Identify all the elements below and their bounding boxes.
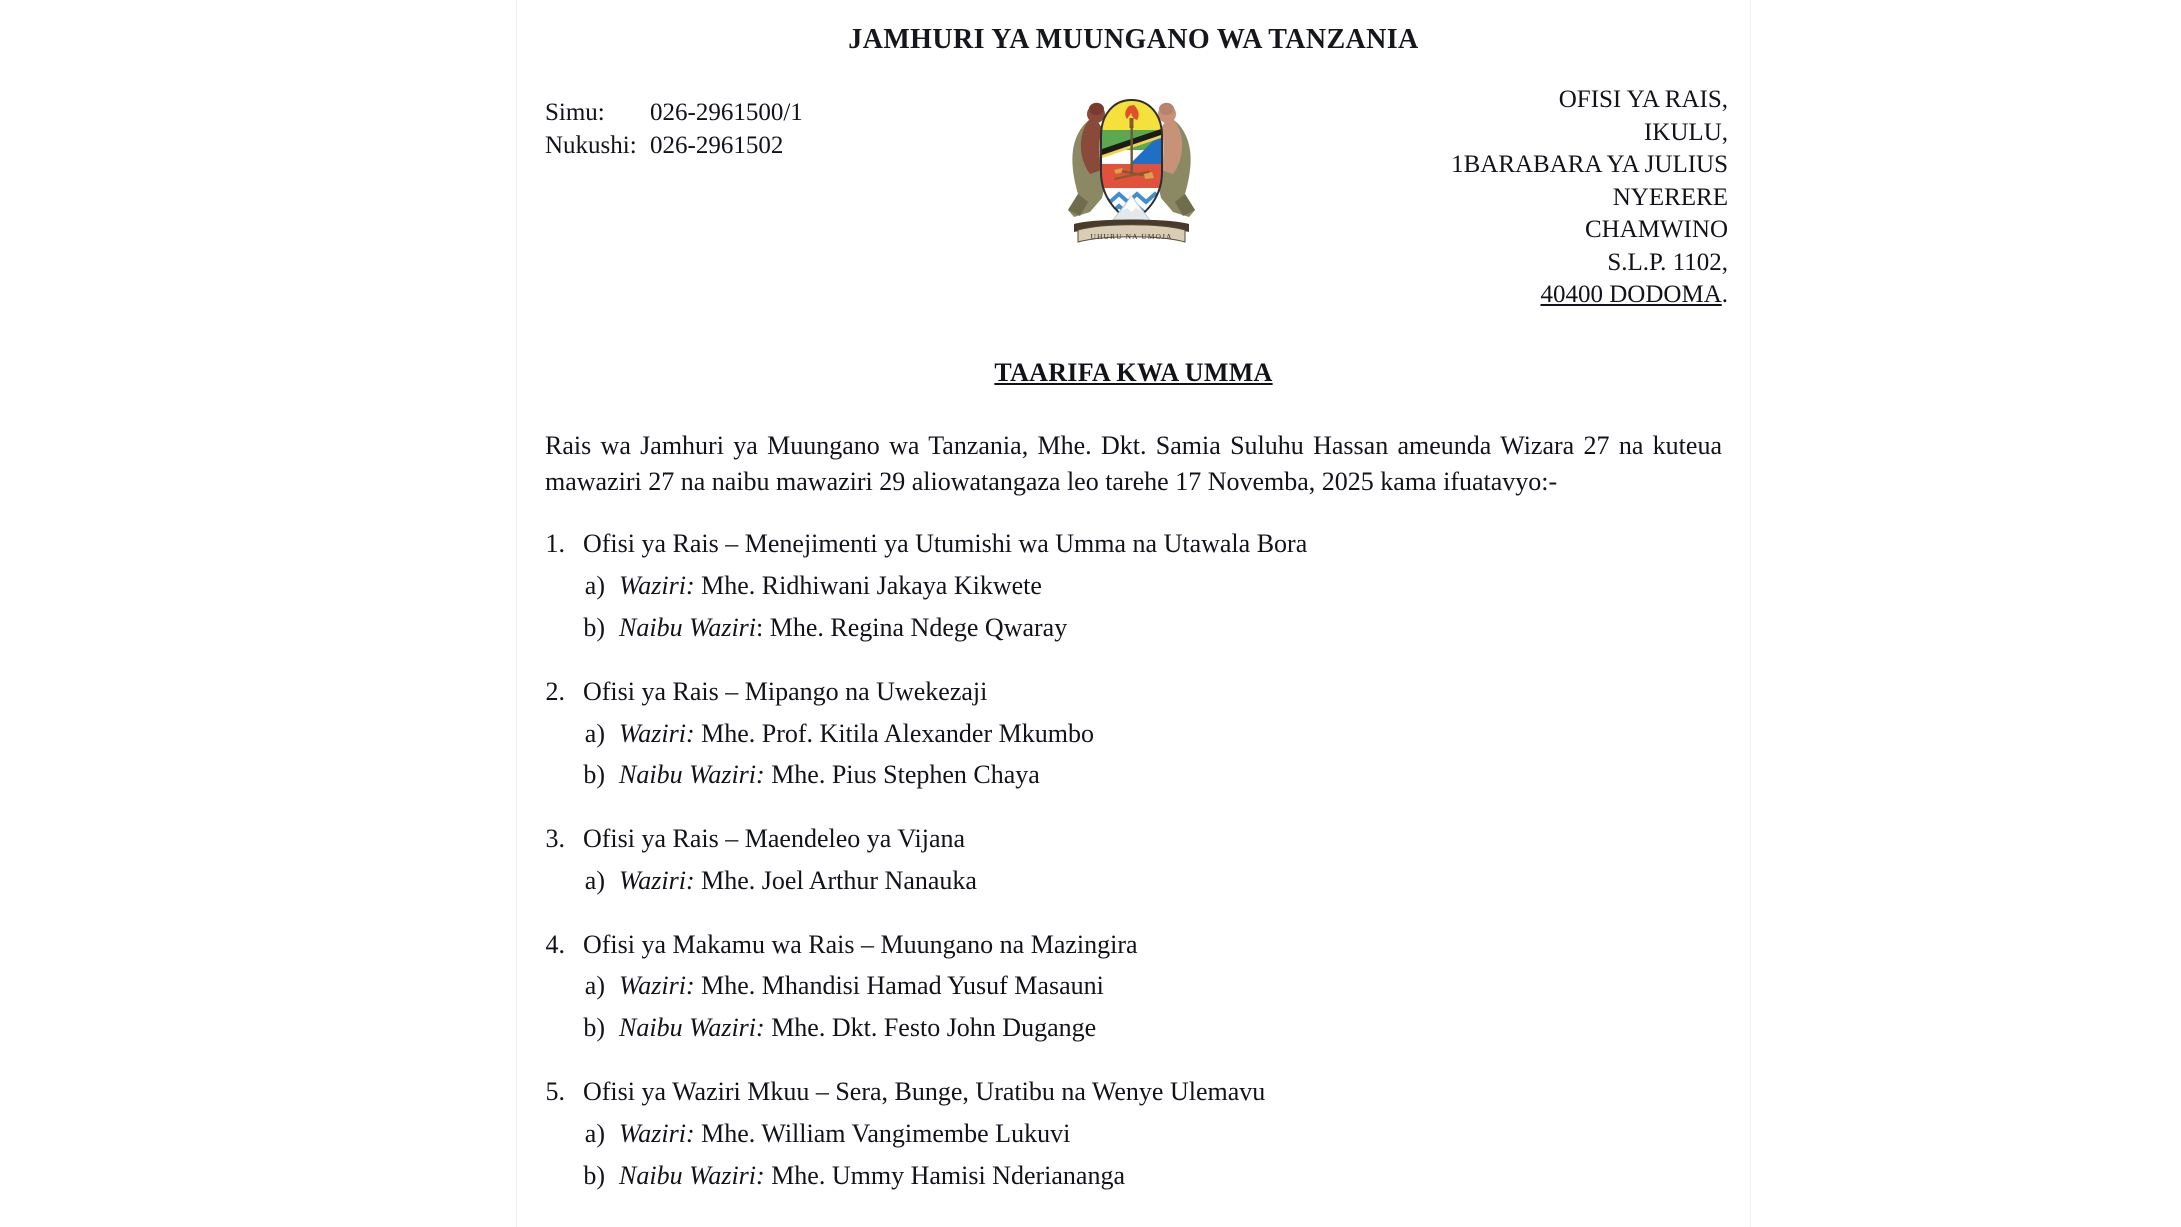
officer-entry: [517, 758, 1750, 792]
address-line-2: 1BARABARA YA JULIUS: [1451, 151, 1728, 178]
list-item: [517, 527, 1750, 644]
officer-name: Mhe. William Vangimembe Lukuvi: [694, 1118, 1071, 1148]
contact-row-nukushi: [545, 129, 845, 162]
officer-role: Waziri:: [619, 718, 695, 748]
address-block: [1428, 84, 1728, 312]
list-item: [517, 1075, 1750, 1192]
address-line-0: OFISI YA RAIS,: [1558, 86, 1728, 113]
officer-line: [619, 717, 1094, 751]
officer-entry: [517, 1117, 1750, 1151]
contact-value-simu: 026-2961500/1: [650, 99, 803, 126]
officer-line: [619, 864, 977, 898]
officer-name: Mhe. Ummy Hamisi Nderiananga: [764, 1160, 1125, 1190]
officer-role: Naibu Waziri: [619, 612, 757, 642]
address-line-3: NYERERE: [1612, 183, 1728, 211]
intro-paragraph: Rais wa Jamhuri ya Muungano wa Tanzania, Mhe. Dkt. Samia Suluhu Hassan ameunda Wizara 27 na kuteua mawaziri 27 na naibu mawaziri 29 aliowatangaza leo tarehe 17 Novemba, 2025 kama ifuatavyo:-: [545, 430, 1722, 497]
contact-block: [545, 84, 845, 162]
officer-name: Mhe. Mhandisi Hamad Yusuf Masauni: [694, 971, 1104, 1001]
officer-line: [619, 1159, 1125, 1193]
list-item: [517, 675, 1750, 792]
ministry-number: 5.: [545, 1077, 565, 1107]
list-item: [517, 822, 1750, 898]
officer-name: Mhe. Joel Arthur Nanauka: [694, 865, 977, 895]
ministry-number: 4.: [545, 929, 565, 959]
ministry-name: Ofisi ya Rais – Menejimenti ya Utumishi wa Umma na Utawala Bora: [583, 529, 1308, 559]
officer-marker: b): [583, 760, 605, 790]
officer-entry: [517, 569, 1750, 603]
ministry-list: [517, 527, 1750, 1192]
coat-of-arms-icon: [1032, 84, 1232, 249]
address-postcode-text: 40400 DODOMA: [1540, 281, 1722, 308]
officer-entry: [517, 864, 1750, 898]
officer-line: [619, 758, 1040, 792]
officer-name: Mhe. Prof. Kitila Alexander Mkumbo: [694, 718, 1094, 748]
officer-list: [517, 864, 1750, 898]
ministry-name: Ofisi ya Waziri Mkuu – Sera, Bunge, Uratibu na Wenye Ulemavu: [583, 1077, 1266, 1107]
document-page: [517, 0, 1750, 1227]
address-postcode-period: .: [1721, 281, 1728, 308]
officer-marker: b): [583, 1160, 605, 1190]
officer-role: Waziri:: [619, 865, 695, 895]
officer-entry: [517, 1011, 1750, 1045]
page-title: JAMHURI YA MUUNGANO WA TANZANIA: [848, 24, 1419, 55]
ministry-name: Ofisi ya Rais – Mipango na Uwekezaji: [583, 676, 988, 706]
officer-role: Naibu Waziri:: [619, 1013, 765, 1043]
ministry-number: 2.: [545, 676, 565, 706]
officer-name: Mhe. Pius Stephen Chaya: [764, 760, 1040, 790]
ministry-heading: [517, 675, 1750, 709]
officer-marker: a): [584, 571, 605, 601]
officer-role: Waziri:: [619, 1118, 695, 1148]
ministry-number: 3.: [545, 824, 565, 854]
officer-list: [517, 569, 1750, 645]
officer-marker: b): [583, 612, 605, 642]
ministry-number: 1.: [545, 529, 565, 559]
officer-line: [619, 611, 1067, 645]
contact-label-simu: Simu:: [545, 99, 605, 126]
ministry-heading: [517, 1075, 1750, 1109]
officer-list: [517, 717, 1750, 793]
ministry-heading: [517, 527, 1750, 561]
ministry-heading: [517, 822, 1750, 856]
contact-value-nukushi: 026-2961502: [650, 132, 784, 159]
letterhead: [517, 84, 1750, 312]
officer-role: Naibu Waziri:: [619, 760, 765, 790]
address-line-postcode: [1428, 279, 1728, 312]
ministry-name: Ofisi ya Makamu wa Rais – Muungano na Mazingira: [583, 929, 1138, 959]
officer-marker: a): [584, 971, 605, 1001]
svg-text:UHURU NA UMOJA: UHURU NA UMOJA: [1090, 232, 1173, 241]
officer-name: Mhe. Ridhiwani Jakaya Kikwete: [694, 571, 1042, 601]
officer-role: Naibu Waziri:: [619, 1160, 765, 1190]
officer-entry: [517, 611, 1750, 645]
officer-role: Waziri:: [619, 571, 695, 601]
officer-entry: [517, 1159, 1750, 1193]
officer-role: Waziri:: [619, 971, 695, 1001]
officer-list: [517, 969, 1750, 1045]
officer-marker: a): [584, 865, 605, 895]
officer-line: [619, 1117, 1070, 1151]
officer-entry: [517, 969, 1750, 1003]
page-edge-right: [1750, 0, 1751, 1227]
officer-line: [619, 1011, 1096, 1045]
officer-name: : Mhe. Regina Ndege Qwaray: [756, 612, 1068, 642]
ministry-heading: [517, 928, 1750, 962]
contact-row-simu: [545, 96, 845, 129]
officer-line: [619, 969, 1104, 1003]
officer-marker: a): [584, 1118, 605, 1148]
address-line-5: S.L.P. 1102,: [1607, 248, 1728, 276]
section-heading-text: TAARIFA KWA UMMA: [994, 357, 1273, 387]
address-line-4: CHAMWINO: [1584, 216, 1728, 243]
contact-label-nukushi: Nukushi:: [545, 132, 637, 159]
officer-marker: b): [583, 1013, 605, 1043]
ministry-name: Ofisi ya Rais – Maendeleo ya Vijana: [583, 824, 966, 854]
list-item: [517, 928, 1750, 1045]
officer-name: Mhe. Dkt. Festo John Dugange: [764, 1013, 1097, 1043]
officer-marker: a): [584, 718, 605, 748]
officer-list: [517, 1117, 1750, 1193]
address-line-1: IKULU,: [1643, 118, 1728, 146]
officer-line: [619, 569, 1042, 603]
officer-entry: [517, 717, 1750, 751]
section-heading: [517, 358, 1750, 388]
